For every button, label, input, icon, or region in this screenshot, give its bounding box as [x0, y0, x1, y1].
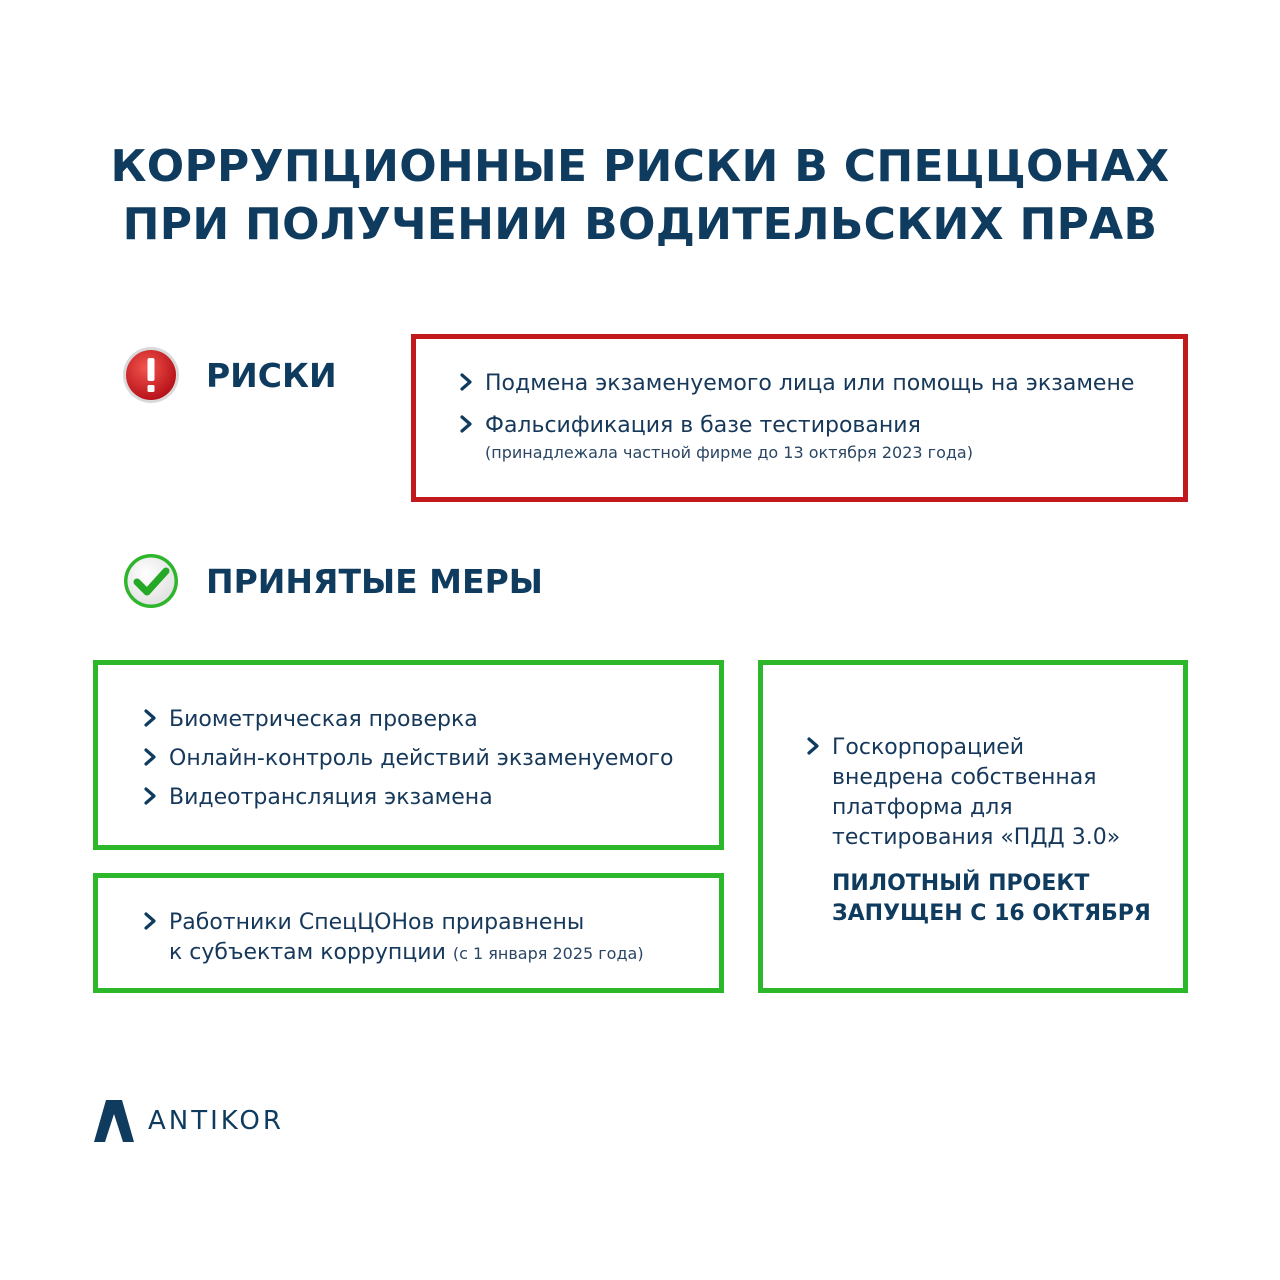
title-line-2: ПРИ ПОЛУЧЕНИИ ВОДИТЕЛЬСКИХ ПРАВ — [122, 199, 1158, 250]
logo-text: ANTIKOR — [148, 1106, 284, 1136]
platform-line-3: платформа для — [832, 795, 1013, 820]
pilot-line-2: ЗАПУЩЕН С 16 ОКТЯБРЯ — [832, 901, 1151, 926]
page-title — [0, 138, 1280, 254]
measure-item-platform — [806, 733, 1151, 853]
chevron-right-icon — [459, 415, 473, 433]
risk-item-2: Фальсификация в базе тестирования — [459, 411, 1134, 441]
measures-box-1 — [93, 660, 724, 850]
risks-box — [411, 334, 1188, 502]
chevron-right-icon — [806, 737, 820, 755]
employees-line-1: Работники СпецЦОНов приравнены — [169, 910, 585, 935]
employees-line-2: к субъектам коррупции — [169, 940, 446, 965]
chevron-right-icon — [143, 709, 157, 727]
pilot-line-1: ПИЛОТНЫЙ ПРОЕКТ — [832, 871, 1090, 896]
chevron-right-icon — [459, 373, 473, 391]
platform-line-1: Госкорпорацией — [832, 735, 1025, 760]
platform-line-4: тестирования «ПДД 3.0» — [832, 825, 1121, 850]
risk-item-2-note: (принадлежала частной фирме до 13 октября 2023 года) — [485, 443, 973, 462]
checkmark-icon — [122, 552, 180, 610]
risks-heading: РИСКИ — [206, 355, 337, 395]
measure-item-video: Видеотрансляция экзамена — [143, 783, 673, 813]
chevron-right-icon — [143, 748, 157, 766]
risk-item-1: Подмена экзаменуемого лица или помощь на экзамене — [459, 369, 1134, 399]
risks-heading-row — [122, 346, 337, 404]
title-line-1: КОРРУПЦИОННЫЕ РИСКИ В СПЕЦЦОНАХ — [110, 141, 1170, 192]
measure-item-employees — [143, 908, 644, 969]
measure-item-biometric: Биометрическая проверка — [143, 705, 673, 735]
measures-heading-row — [122, 552, 543, 610]
antikor-logo — [94, 1100, 284, 1142]
measures-heading: ПРИНЯТЫЕ МЕРЫ — [206, 561, 543, 601]
chevron-right-icon — [143, 787, 157, 805]
employees-note: (с 1 января 2025 года) — [452, 944, 644, 963]
measures-box-2 — [93, 873, 724, 993]
measure-item-online-control: Онлайн-контроль действий экзаменуемого — [143, 744, 673, 774]
antikor-logo-icon — [94, 1100, 134, 1142]
platform-line-2: внедрена собственная — [832, 765, 1097, 790]
chevron-right-icon — [143, 912, 157, 930]
measures-box-3 — [758, 660, 1188, 993]
exclamation-icon — [122, 346, 180, 404]
